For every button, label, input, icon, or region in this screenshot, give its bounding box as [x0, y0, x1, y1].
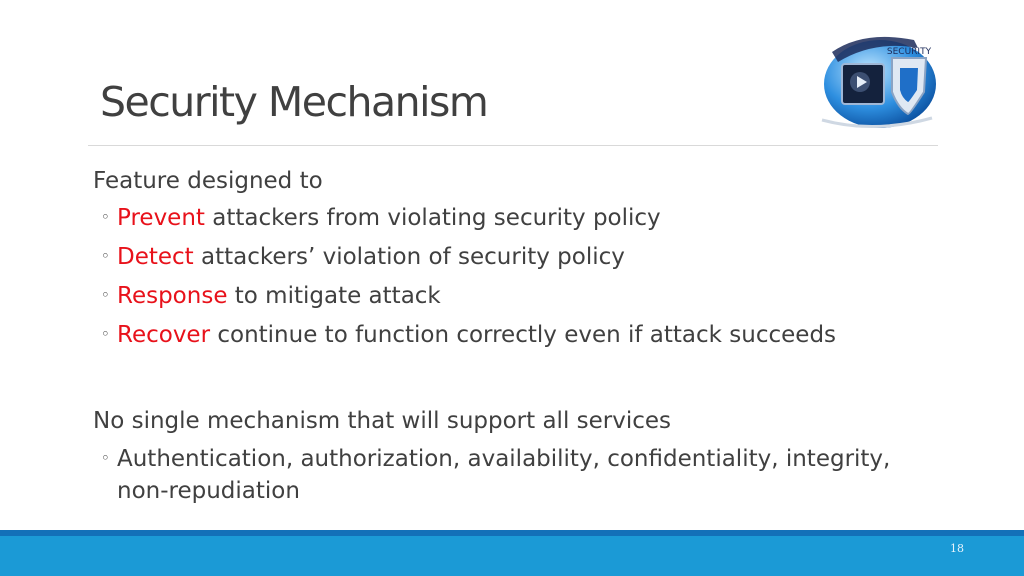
list-item — [101, 244, 625, 270]
list-item-text: Authentication, authorization, availability, confidentiality, integrity, — [117, 446, 891, 472]
list-item-text: attackers from violating security policy — [204, 205, 661, 231]
logo-badge-text: SECURITY — [886, 47, 932, 57]
ring-bullet-icon: ◦ — [101, 449, 110, 467]
title-divider — [88, 145, 938, 146]
list-item — [101, 205, 661, 231]
list-item-text: continue to function correctly even if attack succeeds — [210, 322, 837, 348]
ring-bullet-icon: ◦ — [101, 286, 110, 304]
list-item-text: to mitigate attack — [227, 283, 441, 309]
keyword: Response — [117, 283, 228, 309]
list-item — [101, 283, 441, 309]
list-item-continuation: non-repudiation — [117, 478, 300, 504]
services-intro: No single mechanism that will support all services — [93, 408, 672, 434]
slide-title: Security Mechanism — [100, 78, 488, 126]
keyword: Recover — [117, 322, 211, 348]
security-shield-globe-icon — [814, 22, 938, 134]
list-item — [101, 446, 890, 472]
ring-bullet-icon: ◦ — [101, 247, 110, 265]
list-item-text: attackers’ violation of security policy — [193, 244, 625, 270]
keyword: Prevent — [117, 205, 205, 231]
page-number: 18 — [950, 542, 964, 555]
keyword: Detect — [117, 244, 194, 270]
footer-bar — [0, 530, 1024, 576]
feature-intro: Feature designed to — [93, 168, 323, 194]
ring-bullet-icon: ◦ — [101, 208, 110, 226]
ring-bullet-icon: ◦ — [101, 325, 110, 343]
list-item — [101, 322, 836, 348]
